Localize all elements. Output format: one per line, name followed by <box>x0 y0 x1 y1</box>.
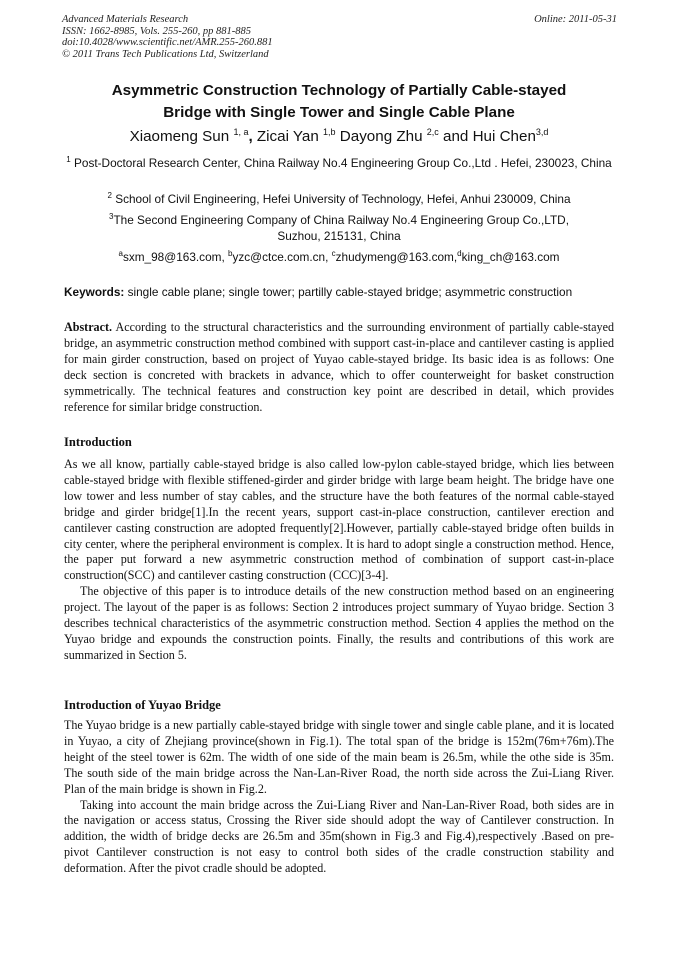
author-name: Dayong Zhu <box>339 128 423 145</box>
paragraph: The objective of this paper is to introduce details of the new construction method based on an engineering project. The layout of the paper is as follows: Section 2 introduces project summary of Yuyao bridge. Section 3 describes technical characteristics of the asymmetric construction method. Section 4 applies the method on the Yuyao bridge and expounds the construction points. Finally, the results and contributions of this work are summarized in Section 5. <box>64 584 614 662</box>
introduction-body <box>64 457 614 664</box>
affiliation-sup: 1 <box>66 155 71 165</box>
paper-title <box>60 80 618 124</box>
title-line-1: Asymmetric Construction Technology of Partially Cable-stayed <box>111 82 567 99</box>
keywords-label: Keywords: <box>64 285 125 299</box>
author-list <box>60 127 618 147</box>
journal-header <box>62 14 617 60</box>
author-sup: 1,b <box>323 126 336 137</box>
email-sup: b <box>228 249 233 259</box>
email-address: zhudymeng@163.com, <box>335 250 458 264</box>
email-sup: a <box>118 249 123 259</box>
email-list <box>62 249 616 265</box>
affiliation-3 <box>62 212 616 244</box>
online-date: Online: 2011-05-31 <box>534 14 617 25</box>
doi-line: doi:10.4028/www.scientific.net/AMR.255-260.881 <box>62 37 273 49</box>
copyright-line: © 2011 Trans Tech Publications Ltd, Switzerland <box>62 48 269 60</box>
author-name: Zicai Yan <box>256 128 319 145</box>
affiliation-2 <box>62 191 616 207</box>
title-line-2: Bridge with Single Tower and Single Cable Plane <box>163 104 515 121</box>
issn-line: ISSN: 1662-8985, Vols. 255-260, pp 881-885 <box>62 25 251 37</box>
author-sup: 3,d <box>535 126 549 137</box>
abstract <box>64 320 614 415</box>
author-sep: and <box>438 128 473 145</box>
affiliation-text: School of Civil Engineering, Hefei University of Technology, Hefei, Anhui 230009, China <box>115 192 571 206</box>
author-name: Hui Chen <box>472 128 536 145</box>
affiliation-sup: 3 <box>109 212 114 222</box>
abstract-text: According to the structural characteristics and the surrounding environment of partially cable-stayed bridge, an asymmetric construction method combined with support cast-in-place and cantilever casting is applied for main girder construction, based on project of Yuyao cable-stayed bridge. Its basic idea is as follows: One deck section is concreted with brackets in advance, which to offer counterweight for basket construction symmetrically. The technical features and construction key point are described in detail, which provides reference for similar bridge construction. <box>64 320 614 414</box>
paragraph: The Yuyao bridge is a new partially cable-stayed bridge with single tower and single cable plane, and it is located in Yuyao, a city of Zhejiang province(shown in Fig.1). The total span of the bridge is 152m(76m+76m).The height of the steel tower is 62m. The width of one side of the main beam is 26.5m, while the othe side is 35m. The south side of the main bridge across the Nan-Lan-River Road, the north side across the Zui-Liang River. Plan of the main bridge is shown in Fig.2. <box>64 718 614 796</box>
email-address: king_ch@163.com <box>461 250 560 264</box>
email-sup: c <box>331 249 336 259</box>
affiliation-sup: 2 <box>107 191 112 201</box>
email-address: yzc@ctce.com.cn, <box>232 250 332 264</box>
keywords <box>64 284 616 300</box>
email-sup: d <box>457 249 462 259</box>
affiliation-text: The Second Engineering Company of China Railway No.4 Engineering Group Co.,LTD, <box>113 213 569 227</box>
affiliation-text: Suzhou, 215131, China <box>277 229 401 243</box>
author-sup: 1, a <box>233 126 249 137</box>
journal-name: Advanced Materials Research <box>62 14 189 25</box>
author-name: Xiaomeng Sun <box>129 128 230 145</box>
keywords-text: single cable plane; single tower; partilly cable-stayed bridge; asymmetric construction <box>124 285 573 299</box>
paragraph: Taking into account the main bridge across the Zui-Liang River and Nan-Lan-River Road, both sides are in the navigation or access status, Crossing the River side should adopt the way of Cantilever construction. In addition, the width of bridge decks are 26.5m and 35m(shown in Fig.3 and Fig.4),respectively .Based on pre-pivot Cantilever construction is not easy to control both sides of the cradle construction stability and deformation. After the pivot cradle should be adopted. <box>64 797 614 876</box>
abstract-label: Abstract. <box>64 320 113 334</box>
yuyao-body <box>64 718 614 877</box>
author-sep: , <box>248 128 257 145</box>
affiliation-1 <box>62 155 616 171</box>
affiliation-text: Post-Doctoral Research Center, China Railway No.4 Engineering Group Co.,Ltd . Hefei, 230023, China <box>74 156 612 170</box>
paragraph: As we all know, partially cable-stayed bridge is also called low-pylon cable-stayed bridge, which lies between cable-stayed bridge with flexible stiffened-girder and girder bridge with large beam height. The bridge have one low tower and less number of stay cables, and the structure have the both features of the normal cable-stayed bridge and girder bridge[1].In the recent years, support cast-in-place construction, cantilever erection and cantilever casting construction are adopted frequently[2].However, partially cable-stayed bridge often builds in city center, where the peripheral environment is complex. It is hard to adopt single a construction method. Hence, the paper put forward a new asymmetric construction method of combination of support cast-in-place construction(SCC) and cantilever casting construction (CCC)[3-4]. <box>64 457 614 583</box>
author-sup: 2,c <box>426 126 439 137</box>
section-heading-yuyao: Introduction of Yuyao Bridge <box>64 698 221 712</box>
section-heading-introduction: Introduction <box>64 435 132 449</box>
email-address: sxm_98@163.com, <box>122 250 229 264</box>
